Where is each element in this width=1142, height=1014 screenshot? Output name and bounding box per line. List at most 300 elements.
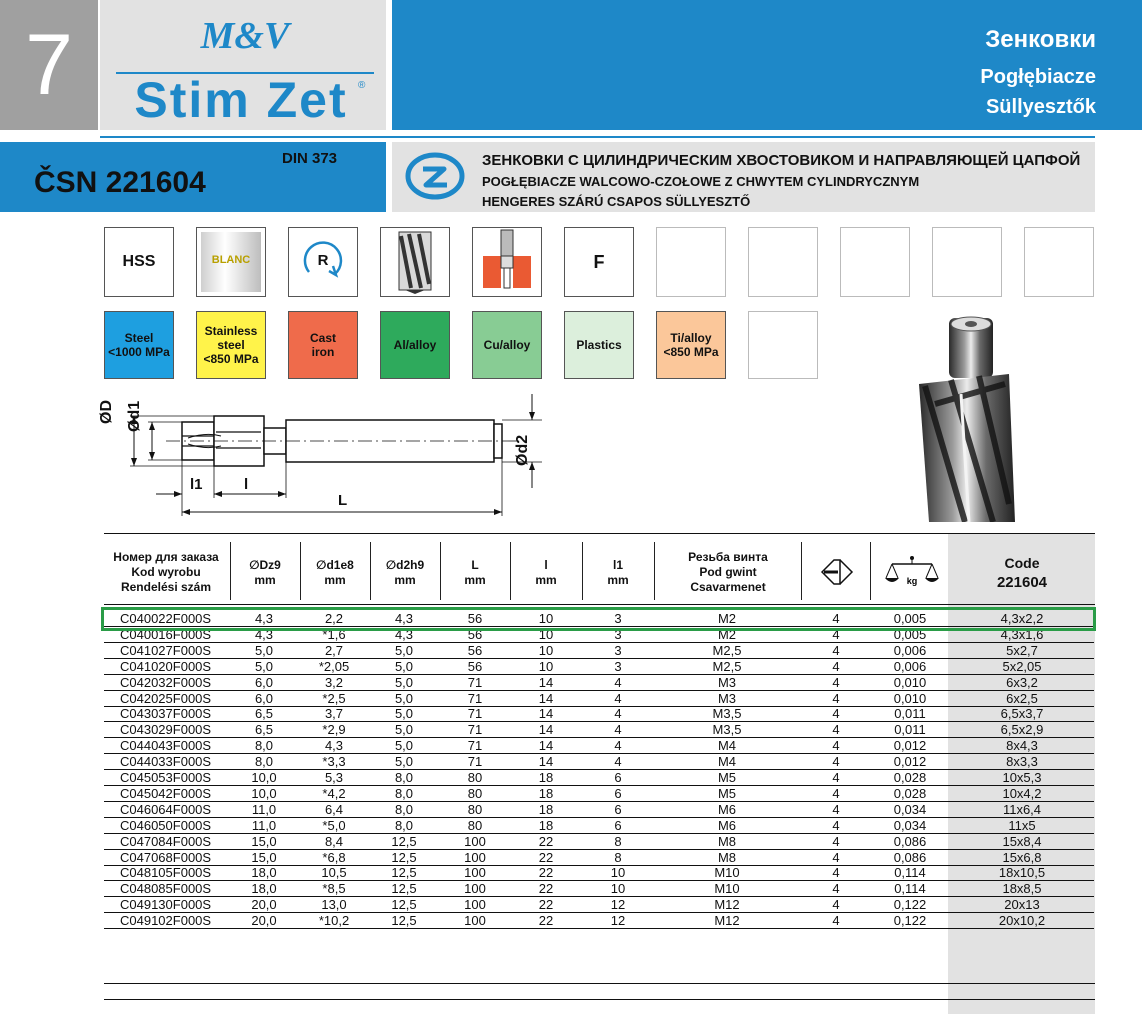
cell-thread: M5 — [717, 770, 737, 785]
cell-l: 18 — [538, 802, 554, 817]
col-separator — [654, 542, 655, 600]
cell-order-code: C042025F000S — [120, 691, 212, 706]
cell-L: 100 — [464, 850, 486, 865]
cell-code: 11x6,4 — [1002, 802, 1042, 817]
cell-teeth: 4 — [832, 818, 840, 833]
brand-logo-area — [100, 0, 386, 130]
cell-d2: 5,0 — [394, 675, 414, 690]
cell-l1: 3 — [614, 659, 622, 674]
cell-thread: M12 — [714, 913, 740, 928]
title-banner — [392, 0, 1142, 130]
header-thread: Резьба винта Pod gwint Csavarmenet — [688, 550, 768, 594]
cell-d1: *8,5 — [322, 881, 346, 896]
cell-d2: 12,5 — [391, 881, 417, 896]
cell-D: 8,0 — [254, 738, 274, 753]
cell-thread: M4 — [717, 754, 737, 769]
cell-order-code: C046064F000S — [120, 802, 212, 817]
cell-D: 6,0 — [254, 675, 274, 690]
row-divider — [104, 737, 1094, 738]
row-selection-highlight — [101, 607, 1096, 631]
cell-order-code: C049102F000S — [120, 913, 212, 928]
table-row — [104, 740, 1094, 752]
material-plastics: Plastics — [564, 311, 634, 379]
cell-l: 22 — [538, 881, 554, 896]
cell-teeth: 4 — [832, 865, 840, 880]
cell-d1: 3,7 — [324, 706, 344, 721]
cell-l: 14 — [538, 722, 554, 737]
table-row — [104, 915, 1094, 927]
table-row — [104, 883, 1094, 895]
cell-code: 8x3,3 — [1006, 754, 1038, 769]
cell-order-code: C047084F000S — [120, 834, 212, 849]
cell-weight: 0,086 — [893, 834, 927, 849]
cell-teeth: 4 — [832, 706, 840, 721]
table-row — [104, 645, 1094, 657]
title-ru: Зенковки — [985, 26, 1096, 53]
cell-l: 14 — [538, 691, 554, 706]
cell-D: 20,0 — [251, 913, 277, 928]
rotation-icon — [288, 227, 358, 297]
cell-code: 8x4,3 — [1006, 738, 1038, 753]
cell-d1: 5,3 — [324, 770, 344, 785]
table-head-rule — [104, 604, 1095, 605]
cell-teeth: 4 — [832, 770, 840, 785]
cell-D: 6,5 — [254, 706, 274, 721]
cell-teeth: 4 — [832, 722, 840, 737]
cell-d2: 8,0 — [394, 802, 414, 817]
cell-thread: M12 — [714, 897, 740, 912]
cell-order-code: C048105F000S — [120, 865, 212, 880]
cell-weight: 0,012 — [893, 754, 927, 769]
cell-order-code: C044043F000S — [120, 738, 212, 753]
cell-d1: *2,05 — [318, 659, 350, 674]
dim-L-label: L — [338, 492, 348, 509]
cell-teeth: 4 — [832, 659, 840, 674]
material-cast-iron: Cast iron — [288, 311, 358, 379]
cell-code: 18x8,5 — [1002, 881, 1042, 896]
empty-icon-slot — [932, 227, 1002, 297]
cell-code: 6,5x2,9 — [1000, 722, 1044, 737]
cell-d1: 6,4 — [324, 802, 344, 817]
header-l: l mm — [535, 558, 557, 587]
cell-L: 100 — [464, 913, 486, 928]
cell-d2: 8,0 — [394, 786, 414, 801]
cell-code: 11x5 — [1008, 818, 1036, 833]
cell-thread: M10 — [714, 865, 740, 880]
cell-d1: *4,2 — [322, 786, 346, 801]
cell-l: 18 — [538, 818, 554, 833]
cell-weight: 0,011 — [894, 722, 926, 737]
table-row — [104, 804, 1094, 816]
table-row — [104, 772, 1094, 784]
cell-L: 100 — [464, 897, 486, 912]
cell-code: 20x13 — [1004, 897, 1040, 912]
cell-D: 5,0 — [254, 643, 274, 658]
cell-D: 6,5 — [254, 722, 274, 737]
table-row — [104, 708, 1094, 720]
mv-logo: M&V — [200, 15, 290, 57]
table-row — [104, 724, 1094, 736]
flutes-count-icon — [814, 554, 860, 590]
empty-icon-slot — [656, 227, 726, 297]
stimzet-logo: Stim Zet — [134, 72, 348, 128]
cell-teeth: 4 — [832, 897, 840, 912]
material-steel: Steel <1000 MPa — [104, 311, 174, 379]
table-row — [104, 693, 1094, 705]
cell-weight: 0,114 — [894, 865, 926, 880]
cell-d2: 5,0 — [394, 738, 414, 753]
cell-L: 80 — [467, 818, 483, 833]
cell-code: 6,5x3,7 — [1000, 706, 1044, 721]
dim-d1-label: Ød1 — [126, 400, 143, 432]
cell-code: 6x3,2 — [1006, 675, 1038, 690]
cell-L: 80 — [467, 802, 483, 817]
form-f-icon: F — [564, 227, 634, 297]
cell-thread: M3 — [717, 691, 737, 706]
cell-d1: *2,9 — [322, 722, 346, 737]
cell-code: 10x4,2 — [1002, 786, 1042, 801]
cell-d2: 5,0 — [394, 691, 414, 706]
cell-L: 56 — [467, 659, 483, 674]
cell-l1: 6 — [614, 818, 622, 833]
cell-order-code: C041027F000S — [120, 643, 212, 658]
cell-l: 10 — [538, 611, 554, 626]
blanc-label: BLANC — [211, 254, 251, 266]
cell-l1: 12 — [610, 913, 626, 928]
row-divider — [104, 753, 1094, 754]
row-divider — [104, 928, 1094, 929]
cell-D: 5,0 — [254, 659, 274, 674]
cell-l1: 4 — [614, 754, 622, 769]
cell-l: 22 — [538, 913, 554, 928]
table-row — [104, 899, 1094, 911]
cell-teeth: 4 — [832, 754, 840, 769]
header-D: ∅Dz9 mm — [249, 558, 281, 587]
cell-d2: 12,5 — [391, 897, 417, 912]
cell-weight: 0,034 — [893, 818, 927, 833]
material-stainless: Stainless steel <850 MPa — [196, 311, 266, 379]
cell-l: 14 — [538, 706, 554, 721]
cell-code: 6x2,5 — [1006, 691, 1038, 706]
cell-order-code: C047068F000S — [120, 850, 212, 865]
cell-d1: 8,4 — [324, 834, 344, 849]
cell-thread: M3,5 — [712, 706, 742, 721]
cell-order-code: C040022F000S — [120, 611, 212, 626]
cell-weight: 0,086 — [893, 850, 927, 865]
cell-l1: 4 — [614, 691, 622, 706]
cell-d2: 5,0 — [394, 722, 414, 737]
cell-L: 71 — [467, 754, 483, 769]
cell-d2: 12,5 — [391, 913, 417, 928]
cell-l1: 4 — [614, 706, 622, 721]
cell-teeth: 4 — [832, 738, 840, 753]
cell-d2: 5,0 — [394, 754, 414, 769]
table-row — [104, 756, 1094, 768]
cell-l: 14 — [538, 754, 554, 769]
cell-order-code: C040016F000S — [120, 627, 212, 642]
cell-weight: 0,028 — [893, 770, 927, 785]
cell-d1: 2,2 — [324, 611, 344, 626]
application-icon — [472, 227, 542, 297]
cell-l1: 12 — [610, 897, 626, 912]
cell-weight: 0,034 — [893, 802, 927, 817]
cell-d1: *6,8 — [322, 850, 346, 865]
cell-d1: *1,6 — [322, 627, 346, 642]
cell-thread: M2,5 — [712, 643, 742, 658]
cell-l1: 4 — [614, 675, 622, 690]
cell-d2: 8,0 — [394, 770, 414, 785]
material-ti-alloy: Ti/alloy <850 MPa — [656, 311, 726, 379]
cell-d2: 5,0 — [394, 659, 414, 674]
cell-thread: M3,5 — [712, 722, 742, 737]
dim-l-label: l — [244, 476, 249, 493]
cell-D: 10,0 — [251, 770, 277, 785]
table-row — [104, 852, 1094, 864]
empty-material-slot — [748, 311, 818, 379]
empty-icon-slot — [1024, 227, 1094, 297]
row-divider — [104, 690, 1094, 691]
cell-D: 15,0 — [251, 850, 277, 865]
cell-d1: *3,3 — [322, 754, 346, 769]
cell-l1: 4 — [614, 722, 622, 737]
header-L: L mm — [464, 558, 486, 587]
cell-l: 10 — [538, 659, 554, 674]
col-separator — [801, 542, 802, 600]
header-order-code: Номер для заказа Kod wyrobu Rendelési szám — [113, 550, 219, 594]
cell-l1: 4 — [614, 738, 622, 753]
cell-weight: 0,122 — [893, 913, 927, 928]
dim-d2-label: Ød2 — [514, 434, 531, 466]
cell-l1: 10 — [610, 865, 626, 880]
material-cu-alloy: Cu/alloy — [472, 311, 542, 379]
cell-d1: *5,0 — [322, 818, 346, 833]
cell-D: 20,0 — [251, 897, 277, 912]
cell-l: 18 — [538, 770, 554, 785]
cell-l: 10 — [538, 627, 554, 642]
cell-L: 71 — [467, 706, 483, 721]
cell-teeth: 4 — [832, 881, 840, 896]
cell-code: 15x6,8 — [1002, 850, 1042, 865]
cell-weight: 0,005 — [893, 611, 927, 626]
cell-order-code: C041020F000S — [120, 659, 212, 674]
cell-code: 4,3x1,6 — [1000, 627, 1044, 642]
cell-l: 14 — [538, 675, 554, 690]
cell-order-code: C042032F000S — [120, 675, 212, 690]
cell-order-code: C043037F000S — [120, 706, 212, 721]
cell-thread: M6 — [717, 818, 737, 833]
cell-order-code: C043029F000S — [120, 722, 212, 737]
cell-l1: 10 — [610, 881, 626, 896]
cell-weight: 0,114 — [894, 881, 926, 896]
weight-kg-icon — [884, 554, 940, 590]
table-top-rule — [104, 533, 1095, 534]
dim-D-label: ØD — [98, 400, 115, 424]
cell-order-code: C049130F000S — [120, 897, 212, 912]
description-hu: HENGERES SZÁRÚ CSAPOS SÜLLYESZTŐ — [482, 194, 751, 209]
cell-order-code: C045053F000S — [120, 770, 212, 785]
cell-teeth: 4 — [832, 627, 840, 642]
cell-l1: 3 — [614, 611, 622, 626]
table-row — [104, 867, 1094, 879]
row-divider — [104, 642, 1094, 643]
cell-teeth: 4 — [832, 786, 840, 801]
cell-teeth: 4 — [832, 675, 840, 690]
cell-order-code: C046050F000S — [120, 818, 212, 833]
empty-icon-slot — [748, 227, 818, 297]
cell-d1: 10,5 — [321, 865, 347, 880]
cell-teeth: 4 — [832, 913, 840, 928]
row-divider — [104, 658, 1094, 659]
cell-L: 71 — [467, 675, 483, 690]
header-d2: ∅d2h9 mm — [385, 558, 425, 587]
cell-l1: 3 — [614, 643, 622, 658]
cell-teeth: 4 — [832, 611, 840, 626]
hss-icon: HSS — [104, 227, 174, 297]
table-footer-rule — [104, 999, 1095, 1000]
cell-teeth: 4 — [832, 643, 840, 658]
cell-weight: 0,006 — [893, 659, 927, 674]
cell-d2: 8,0 — [394, 818, 414, 833]
cell-L: 71 — [467, 722, 483, 737]
chapter-number: 7 — [0, 0, 98, 130]
cell-L: 100 — [464, 865, 486, 880]
cell-D: 18,0 — [251, 865, 277, 880]
cell-D: 11,0 — [251, 818, 277, 833]
blanc-coating-icon — [196, 227, 266, 297]
cell-L: 71 — [467, 691, 483, 706]
cell-code: 5x2,7 — [1006, 643, 1038, 658]
cell-l1: 3 — [614, 627, 622, 642]
cell-code: 4,3x2,2 — [1000, 611, 1044, 626]
table-row — [104, 788, 1094, 800]
cell-teeth: 4 — [832, 802, 840, 817]
cell-l: 14 — [538, 738, 554, 753]
table-row — [104, 836, 1094, 848]
cell-d2: 12,5 — [391, 850, 417, 865]
rotation-label: R — [317, 252, 329, 269]
cell-code: 20x10,2 — [998, 913, 1046, 928]
cell-l: 22 — [538, 897, 554, 912]
header-l1: l1 mm — [607, 558, 629, 587]
title-pl: Pogłębiacze — [980, 66, 1096, 88]
cell-order-code: C044033F000S — [120, 754, 212, 769]
cell-d2: 5,0 — [394, 643, 414, 658]
cell-code: 5x2,05 — [1002, 659, 1042, 674]
svg-text:kg: kg — [906, 576, 918, 586]
cell-code: 18x10,5 — [998, 865, 1046, 880]
cell-d2: 12,5 — [391, 834, 417, 849]
cell-d1: 2,7 — [324, 643, 344, 658]
col-separator — [870, 542, 871, 600]
cell-teeth: 4 — [832, 834, 840, 849]
table-row — [104, 661, 1094, 673]
cell-thread: M2 — [717, 611, 737, 626]
cell-order-code: C045042F000S — [120, 786, 212, 801]
cell-teeth: 4 — [832, 691, 840, 706]
flute-icon — [380, 227, 450, 297]
cell-d1: 4,3 — [324, 738, 344, 753]
cell-l1: 6 — [614, 786, 622, 801]
cell-d1: *10,2 — [318, 913, 350, 928]
cell-l1: 8 — [614, 850, 622, 865]
dim-l1-label: l1 — [190, 476, 203, 493]
technical-drawing — [96, 392, 556, 522]
cell-weight: 0,006 — [893, 643, 927, 658]
cell-L: 56 — [467, 643, 483, 658]
cell-thread: M8 — [717, 850, 737, 865]
cell-l1: 6 — [614, 770, 622, 785]
cell-thread: M3 — [717, 675, 737, 690]
cell-D: 15,0 — [251, 834, 277, 849]
table-footer-rule — [104, 983, 1095, 984]
cell-l: 22 — [538, 850, 554, 865]
cell-teeth: 4 — [832, 850, 840, 865]
cell-d1: 3,2 — [324, 675, 344, 690]
cell-d1: 13,0 — [321, 897, 347, 912]
cell-l: 22 — [538, 865, 554, 880]
description-ru: ЗЕНКОВКИ С ЦИЛИНДРИЧЕСКИМ ХВОСТОВИКОМ И НАПРАВЛЯЮЩЕЙ ЦАПФОЙ — [482, 152, 1081, 169]
cell-order-code: C048085F000S — [120, 881, 212, 896]
cell-d2: 12,5 — [391, 865, 417, 880]
cell-weight: 0,010 — [893, 675, 927, 690]
row-divider — [104, 721, 1094, 722]
csn-standard: ČSN 221604 — [34, 166, 206, 199]
cell-d1: *2,5 — [322, 691, 346, 706]
cell-thread: M6 — [717, 802, 737, 817]
cell-thread: M8 — [717, 834, 737, 849]
tool-type-icon — [404, 152, 466, 200]
cell-L: 100 — [464, 881, 486, 896]
empty-icon-slot — [840, 227, 910, 297]
row-divider — [104, 674, 1094, 675]
cell-code: 15x8,4 — [1002, 834, 1042, 849]
header-d1: ∅d1e8 mm — [316, 558, 354, 587]
product-photo — [905, 314, 1025, 522]
cell-l: 18 — [538, 786, 554, 801]
cell-L: 80 — [467, 786, 483, 801]
cell-D: 6,0 — [254, 691, 274, 706]
cell-weight: 0,011 — [894, 706, 926, 721]
header-rule — [100, 136, 1095, 138]
registered-mark: ® — [358, 80, 366, 91]
cell-weight: 0,012 — [893, 738, 927, 753]
title-hu: Süllyesztők — [985, 96, 1096, 118]
cell-L: 56 — [467, 611, 483, 626]
cell-thread: M4 — [717, 738, 737, 753]
cell-weight: 0,010 — [893, 691, 927, 706]
cell-l: 22 — [538, 834, 554, 849]
cell-d2: 4,3 — [394, 611, 414, 626]
table-row — [104, 677, 1094, 689]
header-code-value: 221604 — [996, 574, 1048, 591]
cell-weight: 0,028 — [893, 786, 927, 801]
din-standard: DIN 373 — [282, 150, 338, 167]
cell-D: 4,3 — [254, 627, 274, 642]
cell-thread: M5 — [717, 786, 737, 801]
cell-thread: M10 — [714, 881, 740, 896]
cell-L: 56 — [467, 627, 483, 642]
cell-thread: M2 — [717, 627, 737, 642]
cell-L: 100 — [464, 834, 486, 849]
cell-d2: 4,3 — [394, 627, 414, 642]
cell-D: 4,3 — [254, 611, 274, 626]
cell-D: 10,0 — [251, 786, 277, 801]
cell-D: 8,0 — [254, 754, 274, 769]
cell-weight: 0,122 — [893, 897, 927, 912]
cell-L: 71 — [467, 738, 483, 753]
cell-l: 10 — [538, 643, 554, 658]
cell-d2: 5,0 — [394, 706, 414, 721]
